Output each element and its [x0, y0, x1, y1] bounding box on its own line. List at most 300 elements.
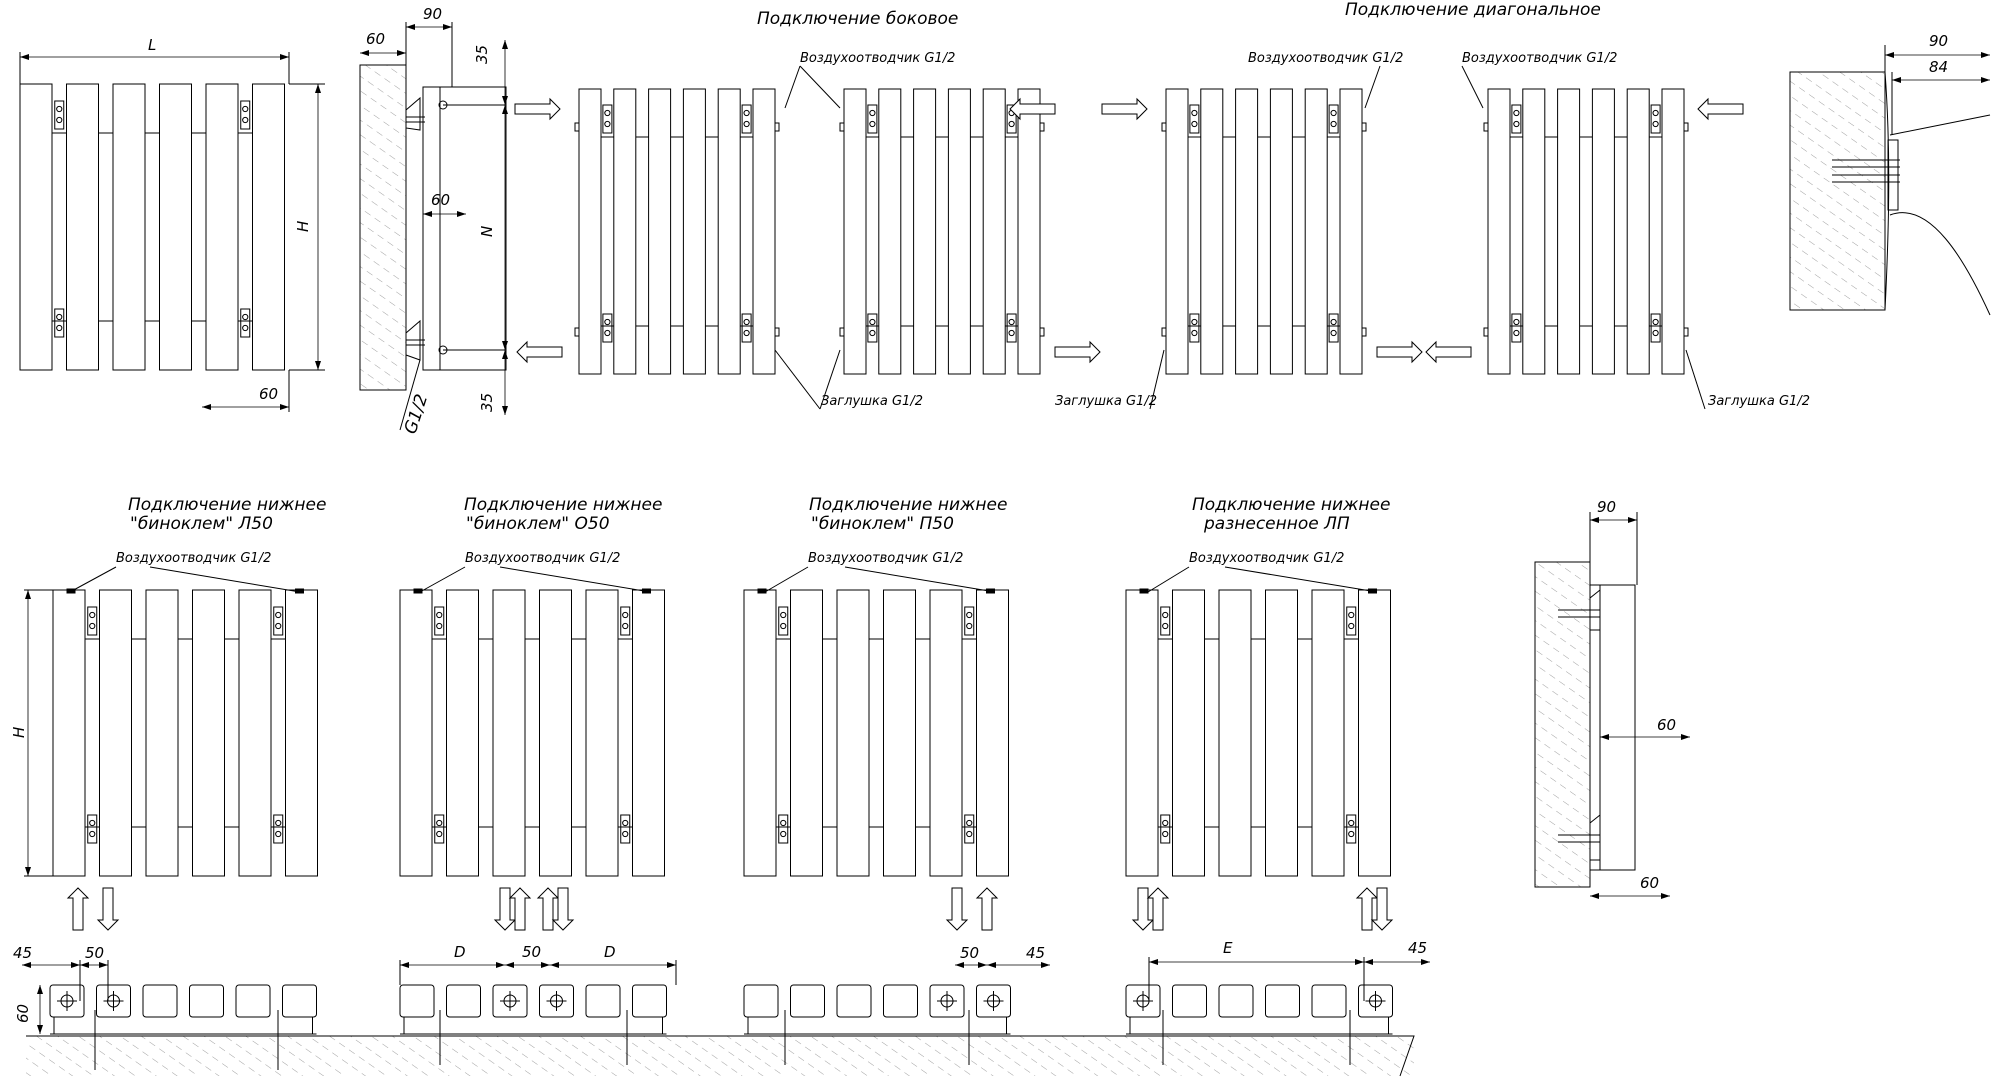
radiator-bottom-lp-section-2 [1173, 590, 1205, 876]
radiator-bottom-p50-bracket-tr-plate [965, 607, 974, 635]
radiator-front-main-bracket-br [241, 309, 250, 337]
dim-60-d: 60 [1657, 716, 1677, 734]
arrow-l50-down [98, 888, 118, 930]
air-vent-label-d: Воздухоотводчик G1/2 [1189, 551, 1345, 566]
arrow-lp-1 [1133, 888, 1153, 930]
top-right-profile-2 [1890, 213, 1990, 315]
dim-45-c: 45 [1408, 939, 1428, 957]
radiator-side-left-bracket-tl-hole-1 [605, 110, 610, 115]
radiator-bottom-o50-section-2 [447, 590, 479, 876]
title-diagonal-connection: Подключение диагональное [1345, 0, 1601, 20]
dim-90-b: 90 [1929, 32, 1949, 50]
radiator-bottom-lp-bracket-br-hole-1 [1349, 820, 1354, 825]
radiator-bottom-p50-bracket-tr [965, 607, 974, 635]
radiator-side-left-bracket-br [742, 314, 751, 342]
radiator-bottom-o50-bracket-tr-hole-1 [623, 612, 628, 617]
arrow-lp-2 [1148, 888, 1168, 930]
radiator-bottom-l50-bracket-tl-hole-2 [90, 623, 95, 628]
dim-90-a: 90 [423, 5, 443, 23]
radiator-diag-left-stub-1 [1162, 123, 1166, 131]
radiator-side-left-stub-1 [575, 123, 579, 131]
radiator-diag-right-bracket-tr-hole-1 [1653, 110, 1658, 115]
leader-plug-1a [775, 350, 820, 409]
leader-bottom-vent-4b [1225, 567, 1377, 592]
radiator-bottom-o50-bracket-tr-plate [621, 607, 630, 635]
radiator-bottom-lp-bracket-br-plate [1347, 815, 1356, 843]
radiator-front-main-bracket-br-plate [241, 309, 250, 337]
radiator-front-main-bracket-tl-hole-2 [57, 117, 62, 122]
radiator-bottom-lp-bracket-tr-hole-2 [1349, 623, 1354, 628]
title-bottom-o50-line1: Подключение нижнее [464, 495, 663, 515]
radiator-bottom-lp-vent-left [1140, 589, 1148, 593]
leader-bottom-vent-3b [845, 567, 995, 592]
dim-60-b: 60 [366, 30, 386, 48]
radiator-bottom-p50-bracket-bl-hole-2 [781, 831, 786, 836]
radiator-bottom-o50-section-1 [400, 590, 432, 876]
radiator-side-right [840, 89, 1044, 374]
radiator-diag-right-section-3 [1558, 89, 1580, 374]
radiator-side-right-section-6 [1018, 89, 1040, 374]
radiator-bottom-l50-bracket-br-hole-1 [276, 820, 281, 825]
radiator-side-left-bracket-br-hole-2 [744, 330, 749, 335]
radiator-bottom-l50-bracket-br-plate [274, 815, 283, 843]
radiator-bottom-p50-bracket-bl-hole-1 [781, 820, 786, 825]
radiator-side-left-section-6 [753, 89, 775, 374]
radiator-side-right-bracket-bl [868, 314, 877, 342]
arrow-side-in [515, 99, 560, 119]
radiator-side-right-bracket-bl-hole-2 [870, 330, 875, 335]
top-view-o50-section-1 [400, 985, 434, 1017]
radiator-diag-right-bracket-bl-hole-1 [1514, 319, 1519, 324]
radiator-front-main-bracket-tl-plate [55, 101, 64, 129]
radiator-diag-left-bracket-tr-hole-2 [1331, 121, 1336, 126]
radiator-bottom-l50-bracket-br [274, 815, 283, 843]
radiator-bottom-p50-section-4 [884, 590, 916, 876]
radiator-diag-left-section-1 [1166, 89, 1188, 374]
radiator-bottom-lp-section-4 [1266, 590, 1298, 876]
radiator-bottom-l50-bracket-tr [274, 607, 283, 635]
radiator-front-main-bracket-tr-hole-1 [243, 106, 248, 111]
radiator-diag-right-bracket-br-hole-1 [1653, 319, 1658, 324]
radiator-diag-right-stub-4 [1684, 328, 1688, 336]
radiator-diag-right-bracket-tr-plate [1651, 105, 1660, 133]
radiator-diag-left-stub-3 [1162, 328, 1166, 336]
radiator-diag-right-stub-3 [1484, 328, 1488, 336]
plug-label-1: Заглушка G1/2 [821, 394, 923, 409]
radiator-side-right-section-1 [844, 89, 866, 374]
radiator-side-left [575, 89, 779, 374]
radiator-side-right-bracket-bl-hole-1 [870, 319, 875, 324]
radiator-bottom-o50-bracket-br [621, 815, 630, 843]
radiator-side-right-bracket-tl-hole-2 [870, 121, 875, 126]
air-vent-label-2: Воздухоотводчик G1/2 [1248, 51, 1404, 66]
leader-bottom-vent-2b [500, 567, 650, 592]
radiator-diag-left-bracket-tl-plate [1190, 105, 1199, 133]
radiator-side-right-bracket-br [1007, 314, 1016, 342]
wall-top-right [1790, 72, 1885, 310]
radiator-bottom-p50-bracket-tl-hole-2 [781, 623, 786, 628]
arrow-diag-d [1698, 99, 1743, 119]
radiator-side-left-bracket-bl-hole-1 [605, 319, 610, 324]
radiator-diag-left-bracket-bl-hole-2 [1192, 330, 1197, 335]
arrow-o50-2 [510, 888, 530, 930]
top-view-l50-section-3 [143, 985, 177, 1017]
dim-35-bottom: 35 [478, 392, 496, 412]
radiator-side-left-bracket-tr [742, 105, 751, 133]
radiator-bottom-lp-bracket-tl-plate [1161, 607, 1170, 635]
title-side-connection: Подключение боковое [757, 9, 959, 29]
radiator-bottom-lp-section-1 [1126, 590, 1158, 876]
radiator-diag-left-bracket-br [1329, 314, 1338, 342]
radiator-side-left-bracket-br-hole-1 [744, 319, 749, 324]
radiator-bottom-l50-bracket-tr-hole-2 [276, 623, 281, 628]
radiator-bottom-l50-bracket-tl [88, 607, 97, 635]
radiator-side-right-bracket-br-plate [1007, 314, 1016, 342]
radiator-front-main-bracket-bl [55, 309, 64, 337]
radiator-diag-left-section-5 [1305, 89, 1327, 374]
radiator-diag-right-stub-2 [1684, 123, 1688, 131]
top-view-lp-section-4 [1266, 985, 1300, 1017]
air-vent-label-c: Воздухоотводчик G1/2 [808, 551, 964, 566]
radiator-front-main-bracket-bl-hole-1 [57, 314, 62, 319]
radiator-bottom-o50-section-3 [493, 590, 525, 876]
radiator-bottom-o50-bracket-bl-hole-1 [437, 820, 442, 825]
wall-side-view [360, 65, 406, 390]
radiator-bottom-o50-bracket-bl-hole-2 [437, 831, 442, 836]
radiator-front-main-bracket-tr-plate [241, 101, 250, 129]
radiator-side-right-section-4 [948, 89, 970, 374]
radiator-bottom-lp-bracket-tr-hole-1 [1349, 612, 1354, 617]
leader-vent-1a [785, 66, 800, 108]
radiator-front-main-bracket-tl [55, 101, 64, 129]
radiator-side-right-bracket-br-hole-1 [1009, 319, 1014, 324]
dim-H-bottom: H [10, 726, 28, 738]
radiator-diag-left-bracket-tl-hole-2 [1192, 121, 1197, 126]
radiator-bottom-lp-bracket-bl [1161, 815, 1170, 843]
title-bottom-p50-line2: "биноклем" П50 [811, 514, 954, 534]
radiator-diag-left-bracket-tr [1329, 105, 1338, 133]
plug-label-3: Заглушка G1/2 [1708, 394, 1810, 409]
radiator-bottom-o50 [400, 589, 665, 876]
radiator-bottom-lp-bracket-tr-plate [1347, 607, 1356, 635]
radiator-diag-left-bracket-bl [1190, 314, 1199, 342]
drawing-geometry [20, 22, 1990, 1076]
leader-plug-3 [1686, 350, 1705, 409]
arrow-l50-up [68, 888, 88, 930]
radiator-bottom-lp [1126, 589, 1391, 876]
radiator-bottom-p50-bracket-bl-plate [779, 815, 788, 843]
top-view-p50-section-4 [884, 985, 918, 1017]
top-view-o50-section-5 [586, 985, 620, 1017]
arrow-side-out [517, 342, 562, 362]
radiator-bottom-o50-bracket-tl-plate [435, 607, 444, 635]
radiator-front-main-section-5 [206, 84, 238, 370]
radiator-bottom-o50-bracket-br-hole-1 [623, 820, 628, 825]
side-view-b-hook-bottom [1590, 815, 1600, 860]
radiator-bottom-o50-section-4 [540, 590, 572, 876]
radiator-side-left-section-5 [718, 89, 740, 374]
radiator-front-main-section-1 [20, 84, 52, 370]
dim-50-c: 50 [960, 944, 980, 962]
dim-60-e: 60 [1640, 874, 1660, 892]
radiator-side-left-stub-4 [775, 328, 779, 336]
radiator-bottom-p50-bracket-tl-hole-1 [781, 612, 786, 617]
radiator-diag-left-stub-2 [1362, 123, 1366, 131]
wall-bottom-right [1535, 562, 1590, 887]
radiator-bottom-p50-bracket-br [965, 815, 974, 843]
radiator-bottom-p50-vent-left [758, 589, 766, 593]
radiator-diag-right-bracket-tl-hole-2 [1514, 121, 1519, 126]
radiator-diag-right-bracket-br-hole-2 [1653, 330, 1658, 335]
top-view-l50-section-6 [283, 985, 317, 1017]
radiator-bottom-p50-bracket-br-hole-2 [967, 831, 972, 836]
radiator-diag-right-section-5 [1627, 89, 1649, 374]
radiator-side-left-section-1 [579, 89, 601, 374]
plug-label-2: Заглушка G1/2 [1055, 394, 1157, 409]
radiator-diag-right-section-2 [1523, 89, 1545, 374]
radiator-side-left-bracket-br-plate [742, 314, 751, 342]
title-bottom-p50-line1: Подключение нижнее [809, 495, 1008, 515]
radiator-diag-left-bracket-tl-hole-1 [1192, 110, 1197, 115]
radiator-diag-right-bracket-tr-hole-2 [1653, 121, 1658, 126]
radiator-front-main-section-6 [253, 84, 285, 370]
side-view-b-section [1590, 585, 1600, 870]
arrow-p50-down [947, 888, 967, 930]
radiator-front-main-section-3 [113, 84, 145, 370]
radiator-bottom-l50-section-6 [286, 590, 318, 876]
title-bottom-l50-line1: Подключение нижнее [128, 495, 327, 515]
radiator-bottom-o50-bracket-tr [621, 607, 630, 635]
radiator-side-left-bracket-tl [603, 105, 612, 133]
radiator-bottom-l50-bracket-tr-plate [274, 607, 283, 635]
floor-hatch [26, 1036, 1414, 1076]
radiator-bottom-l50-bracket-bl [88, 815, 97, 843]
radiator-bottom-l50-bracket-tr-hole-1 [276, 612, 281, 617]
dim-D-a: D [454, 943, 466, 961]
leader-bottom-vent-2a [420, 567, 465, 592]
arrow-lp-3 [1357, 888, 1377, 930]
radiator-front-main-bracket-bl-hole-2 [57, 325, 62, 330]
dim-50-a: 50 [85, 944, 105, 962]
radiator-diag-right-bracket-br [1651, 314, 1660, 342]
top-view-l50-section-5 [236, 985, 270, 1017]
radiator-side-left-stub-2 [775, 123, 779, 131]
radiator-side-left-bracket-tl-plate [603, 105, 612, 133]
radiator-side-right-stub-3 [840, 328, 844, 336]
radiator-bottom-lp-section-6 [1359, 590, 1391, 876]
leader-bottom-vent-1a [70, 567, 116, 592]
radiator-side-left-bracket-tr-hole-2 [744, 121, 749, 126]
radiator-bottom-p50-bracket-tl [779, 607, 788, 635]
radiator-bottom-o50-bracket-tl-hole-1 [437, 612, 442, 617]
radiator-front-main-bracket-br-hole-1 [243, 314, 248, 319]
radiator-side-right-stub-2 [1040, 123, 1044, 131]
side-view-section [423, 87, 440, 370]
leader-vent-2 [1365, 66, 1380, 108]
leader-bottom-vent-4a [1148, 567, 1189, 592]
radiator-side-left-section-2 [614, 89, 636, 374]
radiator-side-left-bracket-tr-plate [742, 105, 751, 133]
radiator-diag-right [1484, 89, 1688, 374]
radiator-front-main-bracket-tr [241, 101, 250, 129]
radiator-diag-left-bracket-bl-hole-1 [1192, 319, 1197, 324]
top-view-lp-section-2 [1173, 985, 1207, 1017]
radiator-front-main-bracket-tr-hole-2 [243, 117, 248, 122]
radiator-bottom-o50-bracket-tl [435, 607, 444, 635]
top-view-p50-section-1 [744, 985, 778, 1017]
radiator-side-left-section-4 [683, 89, 705, 374]
radiator-bottom-l50-section-4 [193, 590, 225, 876]
radiator-bottom-p50-bracket-tr-hole-1 [967, 612, 972, 617]
radiator-side-left-bracket-bl-plate [603, 314, 612, 342]
top-view-p50 [744, 985, 1011, 1034]
dim-60-a: 60 [259, 385, 279, 403]
radiator-diag-right-section-6 [1662, 89, 1684, 374]
radiator-bottom-o50-bracket-br-plate [621, 815, 630, 843]
dim-60-f: 60 [14, 1003, 32, 1023]
radiator-bottom-lp-bracket-br [1347, 815, 1356, 843]
dim-50-b: 50 [522, 943, 542, 961]
top-view-p50-section-2 [791, 985, 825, 1017]
radiator-bottom-l50-section-2 [100, 590, 132, 876]
radiator-side-right-stub-1 [840, 123, 844, 131]
radiator-bottom-lp-section-3 [1219, 590, 1251, 876]
radiator-diag-left-bracket-br-hole-1 [1331, 319, 1336, 324]
arrow-diag-c-2 [1426, 342, 1471, 362]
top-view-p50-section-3 [837, 985, 871, 1017]
radiator-diag-right-bracket-tl-hole-1 [1514, 110, 1519, 115]
radiator-diag-right-bracket-bl-hole-2 [1514, 330, 1519, 335]
arrow-diag-c-1 [1377, 342, 1422, 362]
radiator-bottom-l50-bracket-tl-hole-1 [90, 612, 95, 617]
radiator-bottom-p50-bracket-br-hole-1 [967, 820, 972, 825]
dim-N: N [478, 225, 496, 237]
radiator-side-left-bracket-bl-hole-2 [605, 330, 610, 335]
top-view-o50-section-6 [633, 985, 667, 1017]
top-right-profile-1 [1890, 115, 1990, 135]
radiator-diag-left-bracket-tl [1190, 105, 1199, 133]
radiator-diag-right-bracket-tl [1512, 105, 1521, 133]
dim-60-c: 60 [431, 191, 451, 209]
radiator-diag-right-stub-1 [1484, 123, 1488, 131]
radiator-side-right-bracket-tr-hole-2 [1009, 121, 1014, 126]
radiator-diag-right-bracket-br-plate [1651, 314, 1660, 342]
top-view-lp [1126, 985, 1393, 1034]
air-vent-label-1: Воздухоотводчик G1/2 [800, 51, 956, 66]
radiator-bottom-l50-section-1 [53, 590, 85, 876]
radiator-diag-left-bracket-tr-hole-1 [1331, 110, 1336, 115]
arrow-lp-4 [1372, 888, 1392, 930]
radiator-side-right-bracket-tl-hole-1 [870, 110, 875, 115]
radiator-bottom-o50-bracket-br-hole-2 [623, 831, 628, 836]
radiator-diag-left-section-2 [1201, 89, 1223, 374]
radiator-bottom-o50-bracket-tl-hole-2 [437, 623, 442, 628]
radiator-bottom-p50-bracket-br-plate [965, 815, 974, 843]
radiator-bottom-lp-bracket-tl-hole-1 [1163, 612, 1168, 617]
dim-E: E [1223, 939, 1233, 957]
radiator-side-right-bracket-tl [868, 105, 877, 133]
dim-84: 84 [1929, 58, 1949, 76]
radiator-bottom-lp-bracket-tr [1347, 607, 1356, 635]
radiator-side-right-stub-4 [1040, 328, 1044, 336]
radiator-diag-right-bracket-tl-plate [1512, 105, 1521, 133]
arrow-diag-a-2 [1102, 99, 1147, 119]
radiator-diag-right-bracket-bl-plate [1512, 314, 1521, 342]
radiator-bottom-p50-section-6 [977, 590, 1009, 876]
radiator-bottom-l50-bracket-bl-plate [88, 815, 97, 843]
radiator-bottom-p50-bracket-tr-hole-2 [967, 623, 972, 628]
radiator-side-left-section-3 [649, 89, 671, 374]
radiator-side-right-section-2 [879, 89, 901, 374]
radiator-diag-left-section-6 [1340, 89, 1362, 374]
radiator-diag-left-bracket-bl-plate [1190, 314, 1199, 342]
air-vent-label-a: Воздухоотводчик G1/2 [116, 551, 272, 566]
leader-vent-1b [800, 66, 840, 108]
radiator-bottom-lp-section-5 [1312, 590, 1344, 876]
radiator-front-main-bracket-br-hole-2 [243, 325, 248, 330]
radiator-bottom-lp-bracket-bl-plate [1161, 815, 1170, 843]
dim-L: L [148, 36, 157, 54]
radiator-side-right-bracket-br-hole-2 [1009, 330, 1014, 335]
top-view-l50-section-4 [190, 985, 224, 1017]
radiator-side-left-bracket-bl [603, 314, 612, 342]
radiator-bottom-p50 [744, 589, 1009, 876]
radiator-front-main-section-2 [67, 84, 99, 370]
radiator-bottom-lp-bracket-bl-hole-1 [1163, 820, 1168, 825]
radiator-front-main [20, 84, 285, 370]
radiator-bottom-p50-section-1 [744, 590, 776, 876]
radiator-bottom-p50-bracket-tl-plate [779, 607, 788, 635]
radiator-bottom-lp-bracket-br-hole-2 [1349, 831, 1354, 836]
dim-45-b: 45 [1026, 944, 1046, 962]
top-view-o50-section-2 [447, 985, 481, 1017]
radiator-diag-left-stub-4 [1362, 328, 1366, 336]
top-view-lp-section-3 [1219, 985, 1253, 1017]
radiator-bottom-o50-section-6 [633, 590, 665, 876]
arrow-p50-up [977, 888, 997, 930]
arrow-o50-4 [553, 888, 573, 930]
radiator-bottom-o50-section-5 [586, 590, 618, 876]
radiator-bottom-p50-section-5 [930, 590, 962, 876]
radiator-bottom-o50-bracket-bl-plate [435, 815, 444, 843]
dim-45-a: 45 [13, 944, 33, 962]
dim-90-c: 90 [1597, 498, 1617, 516]
radiator-side-left-bracket-tl-hole-2 [605, 121, 610, 126]
radiator-bottom-l50-bracket-bl-hole-1 [90, 820, 95, 825]
dim-D-b: D [604, 943, 616, 961]
leader-vent-3 [1462, 66, 1483, 108]
radiator-diag-right-bracket-tr [1651, 105, 1660, 133]
top-view-l50 [50, 985, 317, 1034]
leader-bottom-vent-1b [150, 567, 300, 592]
radiator-diag-left-bracket-tr-plate [1329, 105, 1338, 133]
title-bottom-l50-line2: "биноклем" Л50 [130, 514, 273, 534]
radiator-bottom-l50-bracket-br-hole-2 [276, 831, 281, 836]
arrow-o50-3 [538, 888, 558, 930]
radiator-side-right-bracket-bl-plate [868, 314, 877, 342]
radiator-bottom-l50-section-3 [146, 590, 178, 876]
air-vent-label-b: Воздухоотводчик G1/2 [465, 551, 621, 566]
radiator-bottom-l50-bracket-bl-hole-2 [90, 831, 95, 836]
radiator-front-main-bracket-tl-hole-1 [57, 106, 62, 111]
radiator-side-right-section-3 [914, 89, 936, 374]
radiator-diag-right-section-1 [1488, 89, 1510, 374]
radiator-diag-left-section-3 [1236, 89, 1258, 374]
radiator-side-right-bracket-tl-plate [868, 105, 877, 133]
title-bottom-lp-line2: разнесенное ЛП [1204, 514, 1350, 534]
side-view-hook-top [406, 98, 420, 130]
radiator-bottom-l50-section-5 [239, 590, 271, 876]
